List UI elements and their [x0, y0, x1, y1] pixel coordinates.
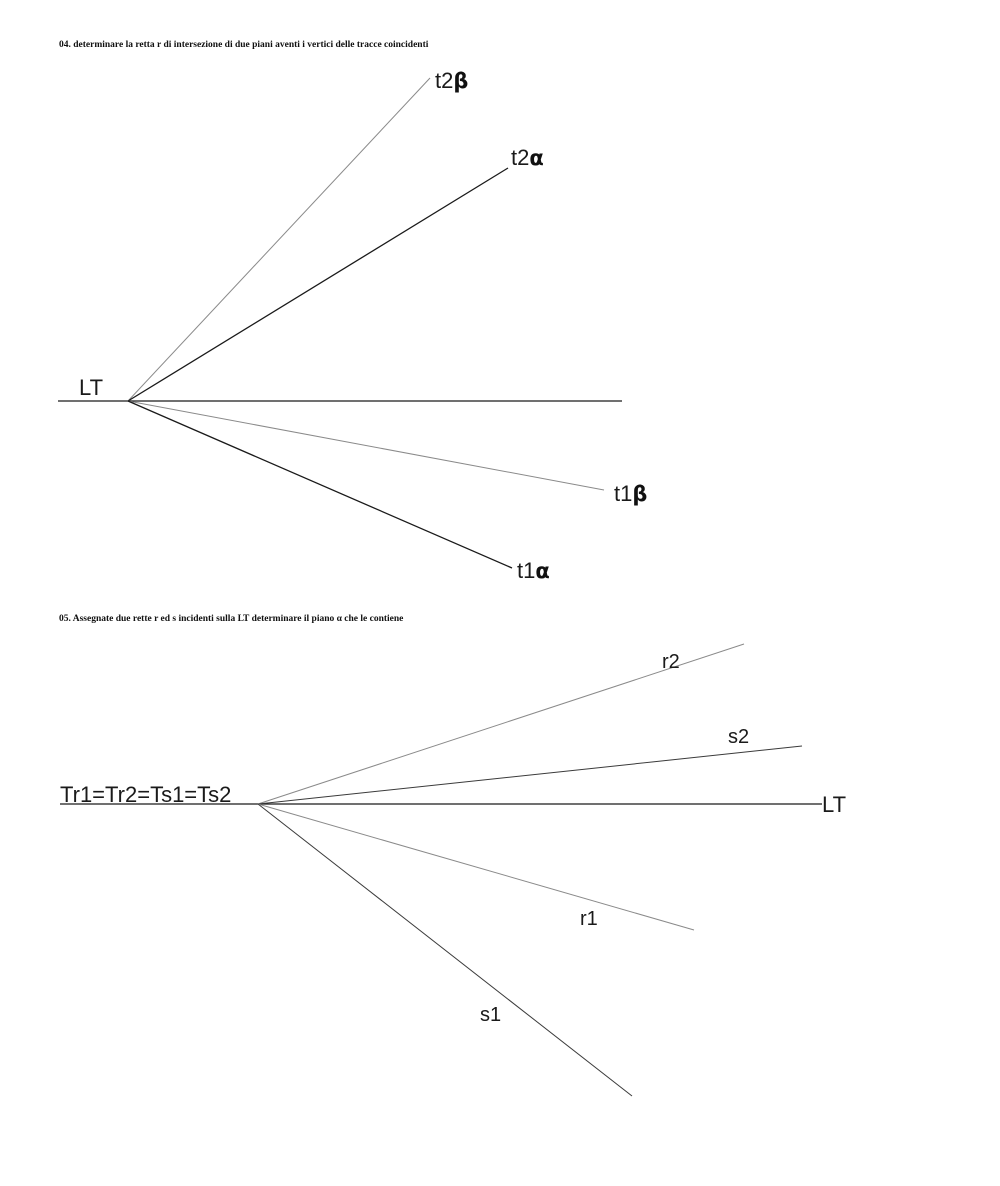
- exercise-05-heading: 05. Assegnate due rette r ed s incidenti sulla LT determinare il piano α che le contiene: [59, 614, 404, 624]
- trace-t1-beta-line: [128, 401, 604, 490]
- trace-t1-alpha-line: [128, 401, 512, 568]
- trace-t1-alpha-label: t1α: [517, 558, 550, 583]
- line-s2: [258, 746, 802, 804]
- trace-t2-beta-line: [128, 78, 430, 401]
- line-r1: [258, 804, 694, 930]
- exercise-04-diagram: [58, 68, 647, 583]
- line-r2-label: r2: [662, 651, 680, 673]
- trace-t2-alpha-label: t2α: [511, 145, 544, 170]
- trace-t1-beta-label: t1β: [614, 481, 648, 506]
- ground-line-label-05: LT: [822, 792, 847, 817]
- line-s1-label: s1: [480, 1004, 502, 1026]
- line-s2-label: s2: [728, 726, 750, 748]
- trace-t2-beta-label: t2β: [435, 68, 469, 93]
- line-r1-label: r1: [580, 908, 598, 930]
- trace-t2-alpha-line: [128, 168, 508, 401]
- exercise-04-heading: 04. determinare la retta r di intersezione di due piani aventi i vertici delle tracce coincidenti: [59, 40, 429, 50]
- exercise-05-diagram: [60, 644, 846, 1096]
- ground-line-label-04: LT: [79, 375, 104, 400]
- traces-coincident-label: Tr1=Tr2=Ts1=Ts2: [60, 782, 232, 807]
- line-s1: [258, 804, 632, 1096]
